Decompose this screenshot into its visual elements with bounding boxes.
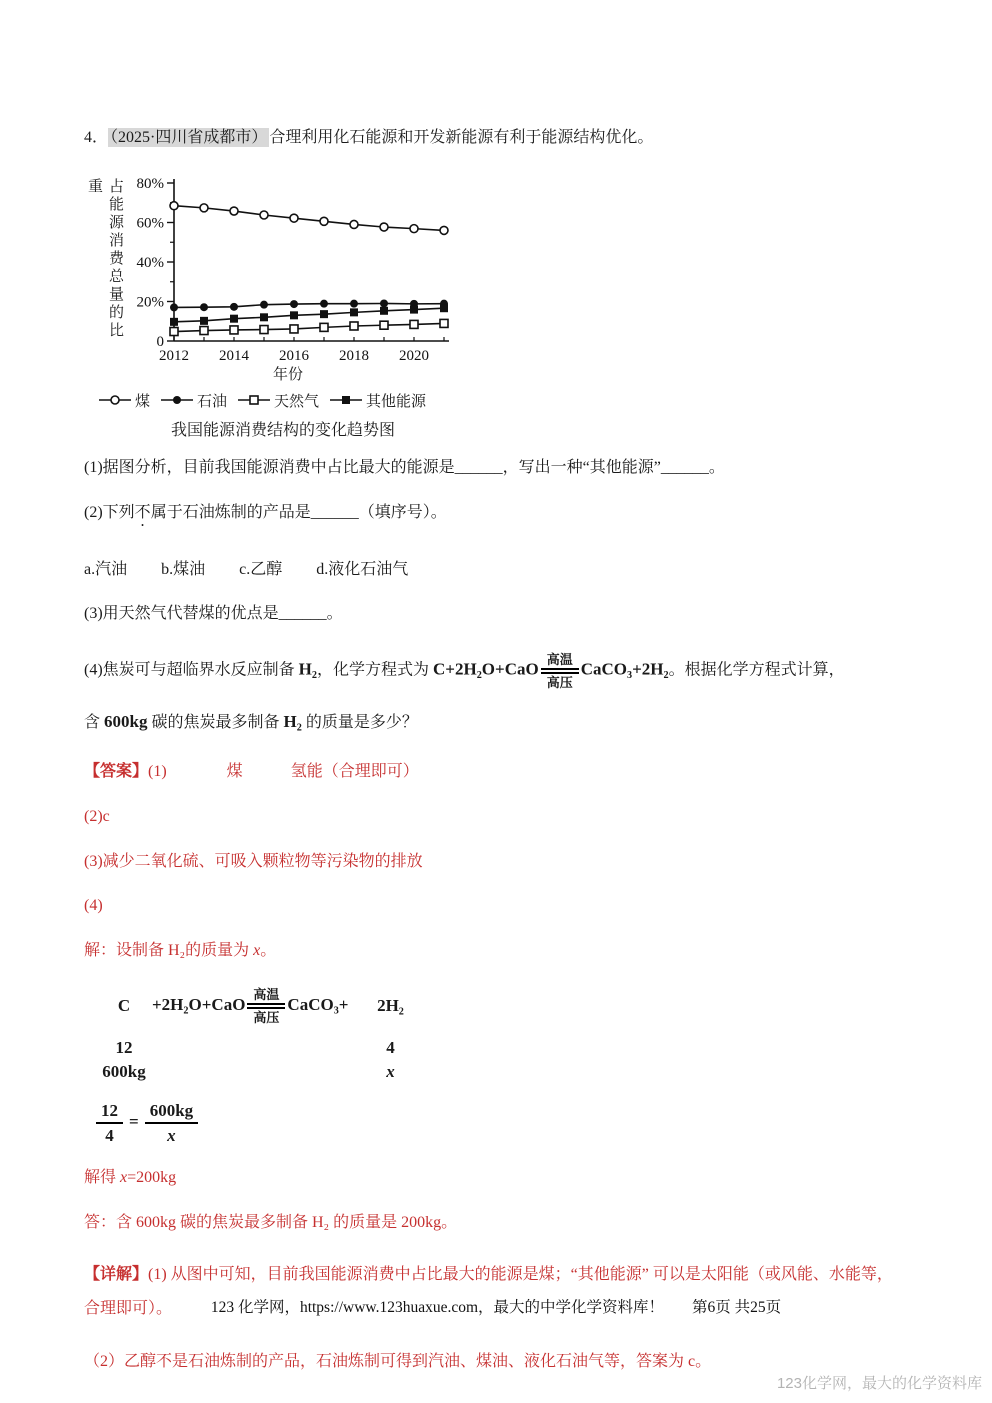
fraction-left-numerator: 12 (96, 1100, 123, 1124)
solution-setup-x: x (253, 942, 261, 960)
chart-y-axis-label: 占能源消费总量的比重 (86, 178, 123, 341)
equation-product1: CaCO₃+ (287, 994, 349, 1014)
equation-h2: 2H₂ (377, 995, 404, 1015)
proportion-equation (96, 1100, 908, 1147)
question-4-line2 (84, 711, 908, 734)
solution-setup-end: 。 (260, 942, 277, 960)
answer-line-2: (2)c (84, 807, 110, 825)
svg-text:20%: 20% (136, 294, 164, 311)
question-4-text2: ，化学方程式为 (317, 661, 434, 679)
condition-top: 高温 (253, 986, 280, 1002)
answer-1-blank1: 煤 (226, 762, 243, 780)
question-2-options (84, 560, 908, 581)
page-footer (0, 1295, 992, 1317)
solution-conclusion: 答：含 600kg 碳的焦炭最多制备 H₂ 的质量是 200kg。 (84, 1214, 458, 1232)
q4-line2-a: 含 (84, 714, 105, 732)
result-value: =200kg (127, 1169, 177, 1187)
q4-line2-c: 碳的焦炭最多制备 (147, 714, 284, 732)
chart-title: 我国能源消费结构的变化趋势图 (170, 421, 395, 439)
filled-circle-legend-icon (160, 393, 194, 407)
chart-x-axis-label: 年份 (272, 366, 303, 383)
svg-text:0: 0 (156, 333, 164, 350)
svg-text:2020: 2020 (399, 347, 429, 364)
fraction-left-denominator: 4 (105, 1126, 114, 1146)
question-header (84, 128, 908, 149)
q4-line2-h2: H₂ (283, 712, 302, 732)
answer-label: 【答案】 (84, 762, 149, 780)
option-b: b.煤油 (161, 560, 206, 578)
equation-right: CaCO₃+2H₂ (580, 659, 669, 679)
svg-text:2012: 2012 (159, 347, 189, 364)
fraction-right-numerator: 600kg (145, 1100, 198, 1124)
svg-text:80%: 80% (136, 175, 164, 192)
energy-chart-svg (126, 173, 452, 365)
q4-line2-e: 的质量是多少？ (301, 714, 418, 732)
result-text: 解得 (84, 1169, 121, 1187)
question-4-text3: 。根据化学方程式计算， (668, 661, 845, 679)
solution-equation (96, 986, 422, 1084)
molar-mass-h2: 4 (386, 1037, 395, 1057)
result-x: x (120, 1169, 128, 1187)
fraction-right-denominator: x (167, 1126, 176, 1146)
footer-page-number: 第6页 共25页 (692, 1299, 782, 1316)
equals-sign: = (129, 1112, 139, 1132)
detail-1-text: (1) 从图中可知，目前我国能源消费中占比最大的能源是煤；“其他能源” 可以是太阳能（或风能、水能等，合理即可）。 (84, 1266, 893, 1318)
legend-item-1 (160, 390, 227, 411)
svg-text:2018: 2018 (339, 347, 369, 364)
question-intro: 合理利用化石能源和开发新能源有利于能源结构优化。 (269, 129, 654, 146)
question-4 (84, 653, 908, 689)
equation-carbon: C (117, 995, 131, 1015)
solution-setup-text: 解：设制备 H₂的质量为 (84, 942, 254, 960)
unknown-x: x (386, 1061, 395, 1081)
reaction-condition (541, 653, 579, 689)
equation-row (96, 986, 422, 1026)
energy-consumption-chart (84, 173, 452, 440)
answer-1-blank2: 氢能（合理即可） (290, 762, 419, 780)
given-mass-spacer (152, 1060, 358, 1084)
equation-middle (152, 986, 358, 1026)
q4-line2-mass: 600kg (104, 712, 148, 732)
legend-label: 煤 (135, 393, 151, 410)
question-number: 4． (84, 129, 109, 146)
footer-site-info: 123 化学网，https://www.123huaxue.com，最大的中学化学资料库！ (210, 1299, 665, 1316)
detail-label: 【详解】 (84, 1266, 149, 1284)
svg-text:60%: 60% (136, 215, 164, 232)
condition-bottom: 高压 (253, 1009, 280, 1025)
legend-label: 其他能源 (366, 393, 427, 410)
question-1: (1)据图分析，目前我国能源消费中占比最大的能源是______，写出一种“其他能源”______。 (84, 458, 725, 476)
question-2-emphasis: 不 (134, 503, 151, 521)
detail-explanation-2: （2）乙醇不是石油炼制的产品，石油炼制可得到汽油、煤油、液化石油气等，答案为 c。 (84, 1352, 712, 1370)
solution-setup (84, 941, 908, 962)
molar-mass-carbon: 12 (115, 1037, 133, 1057)
answer-line-1 (84, 762, 908, 783)
reaction-condition (247, 988, 285, 1024)
fraction-right (145, 1100, 198, 1147)
condition-bottom: 高压 (546, 675, 573, 691)
open-square-legend-icon (237, 393, 271, 407)
option-a: a.汽油 (84, 560, 128, 578)
molar-mass-row (96, 1026, 422, 1060)
answer-1-number: (1) (148, 762, 167, 780)
legend-item-2 (237, 390, 319, 411)
watermark: 123化学网，最大的化学资料库 (776, 1375, 982, 1392)
question-2-prefix: (2)下列 (84, 503, 135, 521)
question-4-text1: (4)焦炭可与超临界水反应制备 (84, 661, 299, 679)
filled-square-legend-icon (329, 393, 363, 407)
solution-result (84, 1168, 908, 1189)
open-circle-legend-icon (98, 393, 132, 407)
option-c: c.乙醇 (239, 560, 283, 578)
equation-reactants: +2H₂O+CaO (152, 994, 246, 1014)
legend-label: 天然气 (274, 393, 320, 410)
question-2-rest: 属于石油炼制的产品是______（填序号）。 (150, 503, 447, 521)
svg-text:40%: 40% (136, 254, 164, 271)
question-3: (3)用天然气代替煤的优点是______。 (84, 605, 343, 623)
legend-item-0 (98, 390, 150, 411)
condition-top: 高温 (546, 652, 573, 668)
given-mass-row (96, 1060, 422, 1084)
molar-mass-spacer (152, 1026, 358, 1060)
legend-item-3 (329, 390, 426, 411)
question-2 (84, 503, 908, 530)
question-source: （2025·四川省成都市） (110, 129, 268, 146)
legend-label: 石油 (197, 393, 228, 410)
svg-text:2016: 2016 (279, 347, 309, 364)
fraction-left (96, 1100, 123, 1147)
option-d: d.液化石油气 (316, 560, 409, 578)
given-mass: 600kg (102, 1061, 146, 1081)
equation-left: C+2H₂O+CaO (433, 659, 539, 679)
chart-legend (84, 390, 452, 411)
svg-text:2014: 2014 (219, 347, 249, 364)
chart-main (84, 173, 452, 365)
answer-line-3: (3)减少二氧化硫、可吸入颗粒物等污染物的排放 (84, 852, 423, 870)
answer-line-4: (4) (84, 897, 103, 915)
h2-formula: H₂ (298, 659, 317, 679)
